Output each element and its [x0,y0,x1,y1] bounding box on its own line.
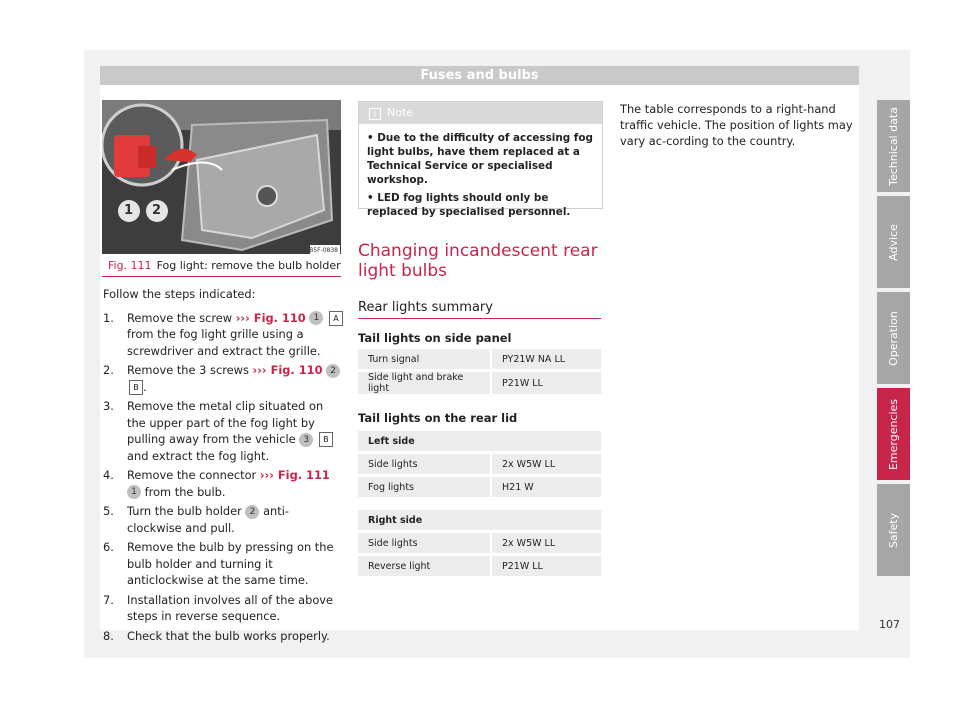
note-header [359,102,602,124]
step-text [127,467,343,500]
table-row [358,349,601,369]
step-text-part: from the fog light grille using a screwdriver and extract the grille. [127,327,321,358]
figure-marker-1: 1 [124,203,134,218]
step-number: 2. [103,363,114,377]
table-row [358,477,601,497]
figure-caption [102,256,341,277]
tab-label: Operation [887,310,900,366]
figure-label: Fig. 111 [108,259,152,272]
list-item [103,539,343,589]
figure-marker-2: 2 [152,203,162,218]
step-text-part: and extract the fog light. [127,448,270,463]
section-title: Changing incandescent rear light bulbs [358,241,598,281]
note-item-text: LED fog lights should only be replaced by specialised personnel. [367,192,571,218]
tab-advice[interactable] [877,196,910,288]
tab-label: Advice [887,223,901,261]
table-row [358,454,601,474]
step-number: 8. [103,628,114,643]
table-cell: Reverse light [358,556,492,576]
table-cell: 2x W5W LL [492,454,601,474]
callout-circle: 2 [326,364,340,378]
step-text [127,310,343,360]
traffic-note-text: The table corresponds to a right-hand traffic vehicle. The position of lights may vary ac-cording to the country. [620,102,853,148]
list-item [103,310,343,360]
tab-label: Emergencies [887,398,900,470]
fog-light-figure [102,100,341,254]
callout-circle: 1 [309,311,323,325]
step-text [127,362,343,395]
steps-column [103,286,343,647]
list-item [103,398,343,464]
callout-box: B [129,380,143,395]
table-row [358,372,601,394]
list-item [103,362,343,395]
table-cell: Side lights [358,454,492,474]
step-number: 6. [103,540,114,554]
callout-box: A [329,311,343,326]
list-item [103,592,343,625]
step-text-part: Remove the 3 screws [127,363,253,377]
table-cell: Fog lights [358,477,492,497]
step-text-part: Remove the screw [127,310,236,325]
page-number: 107 [879,618,900,631]
step-text: Installation involves all of the above steps in reverse sequence. [127,592,334,623]
figure-reference-link[interactable]: ››› Fig. 111 [259,468,330,482]
list-item [103,628,343,645]
table-cell: Turn signal [358,349,492,369]
step-number: 3. [103,399,114,413]
table-row [358,533,601,553]
list-item [103,503,343,536]
table-cell: P21W LL [492,556,601,576]
note-item: • LED fog lights should only be replaced by specialised personnel. [367,192,571,218]
section-subtitle: Rear lights summary [358,298,601,319]
table-cell: Side light and brake light [358,372,492,394]
figure-caption-text: Fog light: remove the bulb holder [156,259,341,272]
tab-safety[interactable] [877,484,910,576]
side-panel-table [358,346,601,397]
callout-circle: 1 [127,485,141,499]
note-item-text: Due to the difficulty of accessing fog light bulbs, have them replaced at a Technical Service or specialised workshop. [367,132,593,186]
tab-emergencies[interactable] [877,388,910,480]
note-box [358,101,603,218]
side-tabs [877,100,910,580]
note-title: Note [387,106,414,119]
callout-box: B [319,432,333,447]
note-item: • Due to the difficulty of accessing fog light bulbs, have them replaced at a Technical Service or specialised workshop. [367,132,593,186]
table-row [358,556,601,576]
tab-technical-data[interactable] [877,100,910,192]
figure-reference-link[interactable]: ››› Fig. 110 [252,363,323,377]
step-text [127,503,343,536]
table-header-row [358,510,601,530]
step-text-part: from the bulb. [141,484,226,499]
step-text: Check that the bulb works properly. [127,628,330,643]
table-cell: P21W LL [492,372,601,394]
rear-lid-heading: Tail lights on the rear lid [358,411,518,425]
table-cell: H21 W [492,477,601,497]
note-body [359,124,602,230]
side-panel-heading: Tail lights on side panel [358,331,512,345]
figure-reference-link[interactable]: ››› Fig. 110 [235,310,306,325]
step-text-part: Remove the connector [127,468,260,482]
step-number: 1. [103,310,114,325]
table-header-cell: Right side [358,510,601,530]
callout-circle: 2 [245,505,259,519]
list-item [103,467,343,500]
tab-operation[interactable] [877,292,910,384]
step-text: Remove the bulb by pressing on the bulb holder and turning it anticlockwise at the same time. [127,540,334,587]
info-icon: i [369,108,381,120]
step-number: 5. [103,504,114,518]
step-number: 4. [103,468,114,482]
step-text [127,398,343,464]
rear-lid-left-table [358,428,601,500]
table-cell: 2x W5W LL [492,533,601,553]
callout-circle: 3 [299,433,313,447]
figure-code: B5F-0838 [309,247,338,254]
step-number: 7. [103,592,114,607]
intro-text: Follow the steps indicated: [103,287,256,301]
step-text-part: anti-clockwise and pull. [127,504,290,535]
tab-label: Safety [887,512,900,548]
step-text-part: . [143,379,147,394]
step-text-part: Turn the bulb holder [127,504,246,518]
table-cell: PY21W NA LL [492,349,601,369]
rear-lid-right-table [358,507,601,579]
steps-list [103,310,343,645]
step-text-part: Remove the metal clip situated on the upper part of the fog light by pulling away from the vehicle [127,399,324,446]
tab-label: Technical data [887,106,901,186]
page-header: Fuses and bulbs [100,66,859,85]
table-header-cell: Left side [358,431,601,451]
table-header-row [358,431,601,451]
table-cell: Side lights [358,533,492,553]
fog-light-illustration [102,100,341,254]
